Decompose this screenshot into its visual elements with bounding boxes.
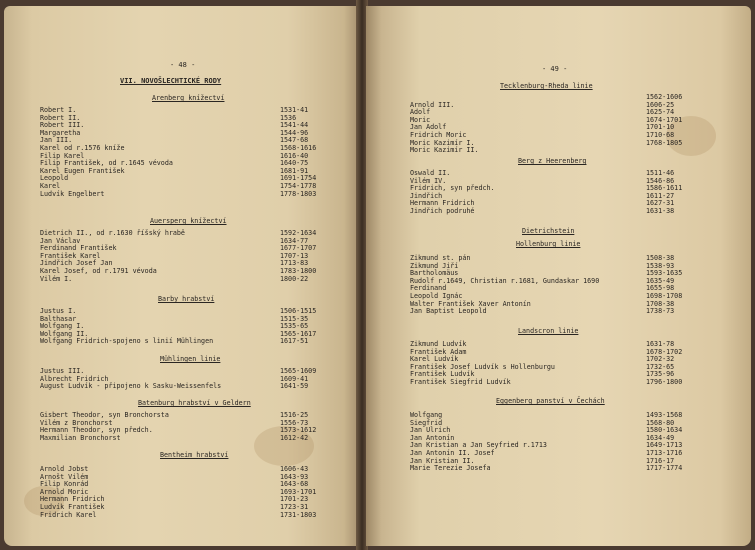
entry-name: Jan Antonín <box>410 433 455 442</box>
entry-years: 1701-10 <box>646 123 675 132</box>
entry-years: 1573-1612 <box>280 426 317 435</box>
entry-name: Justus I. <box>40 307 77 315</box>
entry-years: 1731-1803 <box>280 510 317 519</box>
entry-name: Dietrich II., od r.1630 říšský hrabě <box>40 229 185 237</box>
section-years <box>280 368 316 391</box>
entry-years: 1556-73 <box>280 418 309 427</box>
entry-name: Maxmilian Bronchorst <box>40 433 121 442</box>
entry-years: 1625-74 <box>646 108 675 117</box>
section-names <box>40 230 185 283</box>
entry-years: 1796-1800 <box>646 377 683 386</box>
entry-name: Balthasar <box>40 314 77 323</box>
page-number: - 49 - <box>542 65 568 73</box>
section-heading: Mühlingen linie <box>160 355 221 363</box>
entry-name: Justus III. <box>40 367 85 375</box>
entry-name: Leopold <box>40 174 69 183</box>
section-heading: Batenburg hrabství v Geldern <box>138 399 251 407</box>
entry-name: August Ludvík - připojeno k Sasku-Weissenfels <box>40 382 222 391</box>
entry-name: Karel Josef, od r.1791 vévoda <box>40 266 157 275</box>
entry-years: 1678-1702 <box>646 347 683 356</box>
section-names <box>40 368 221 391</box>
entry-years: 1655-98 <box>646 284 675 293</box>
entry-years: 1562-1606 <box>646 93 683 101</box>
section-names <box>410 255 599 316</box>
entry-name: Gisbert Theodor, syn Bronchorsta <box>40 411 169 419</box>
entry-years: 1586-1611 <box>646 184 683 193</box>
entry-years: 1506-1515 <box>280 307 317 315</box>
entry-years: 1723-31 <box>280 502 309 511</box>
entry-name: Oswald II. <box>410 169 451 177</box>
entry-name: Wolfgang II. <box>40 329 89 338</box>
entry-years: 1592-1634 <box>280 229 317 237</box>
entry-years: 1641-59 <box>280 382 309 391</box>
entry-years: 1702-32 <box>646 355 675 364</box>
section-heading: Hollenburg linie <box>516 240 581 248</box>
entry-years: 1643-93 <box>280 472 309 481</box>
entry-name: Vilém IV. <box>410 176 447 185</box>
entry-name: Walter František Xaver Antonín <box>410 299 531 308</box>
entry-years: 1580-1634 <box>646 426 683 435</box>
section-years <box>646 170 682 216</box>
entry-years: 1611-27 <box>646 191 675 200</box>
right-page <box>366 6 751 546</box>
entry-years: 1531-41 <box>280 106 309 114</box>
entry-years: 1713-83 <box>280 259 309 268</box>
entry-years: 1617-51 <box>280 337 309 346</box>
entry-years: 1544-96 <box>280 128 309 137</box>
section-heading: Barby hrabství <box>158 295 215 303</box>
entry-name: Siegfrid <box>410 418 443 427</box>
section-names <box>40 308 213 346</box>
entry-years: 1713-1716 <box>646 448 683 457</box>
chapter-title: VII. NOVOŠLECHTICKÉ RODY <box>120 77 222 85</box>
entry-years: 1535-65 <box>280 322 309 331</box>
entry-name: Hermann Fridrich <box>40 495 105 504</box>
entry-name: Robert I. <box>40 106 77 114</box>
entry-name: Fridrich Karel <box>40 510 97 519</box>
entry-name: Jan Kristian II. <box>410 456 475 465</box>
entry-name: Moric Kazimír II. <box>410 146 479 155</box>
entry-name: Adolf <box>410 108 431 117</box>
entry-years: 1547-68 <box>280 136 309 145</box>
entry-years: 1708-38 <box>646 299 675 308</box>
section-years <box>280 308 316 346</box>
entry-years: 1627-31 <box>646 199 675 208</box>
entry-name: Jindřich Josef Jan <box>40 259 113 268</box>
section-years <box>646 412 682 473</box>
entry-name: Arnošt Vilém <box>40 472 89 481</box>
entry-years: 1691-1754 <box>280 174 317 183</box>
entry-years: 1546-86 <box>646 176 675 185</box>
entry-name: Robert III. <box>40 121 85 130</box>
entry-years: 1735-96 <box>646 370 675 379</box>
entry-years: 1593-1635 <box>646 269 683 278</box>
entry-name: Ferdinand František <box>40 244 117 253</box>
entry-name: Wolfgang <box>410 411 443 419</box>
section-heading: Bentheim hrabství <box>160 451 229 459</box>
entry-name: František Karel <box>40 251 101 260</box>
entry-name: Moric Kazimír I. <box>410 138 475 147</box>
entry-name: Robert II. <box>40 113 81 122</box>
entry-years: 1606-25 <box>646 100 675 109</box>
section-names <box>410 341 555 387</box>
entry-name: Jan Baptist Leopold <box>410 307 487 316</box>
entry-name: Ludvík František <box>40 502 105 511</box>
entry-name: František Adam <box>410 347 467 356</box>
entry-name: Jindřich podruhé <box>410 206 475 215</box>
entry-name: Zikmund st. pán <box>410 254 471 262</box>
entry-name: Leopold Ignác <box>410 291 463 300</box>
entry-name: Marie Terezie Josefa <box>410 464 491 473</box>
section-heading: Landscron linie <box>518 327 579 335</box>
entry-years: 1710-68 <box>646 130 675 139</box>
entry-years: 1568-1616 <box>280 143 317 152</box>
entry-years: 1616-40 <box>280 151 309 160</box>
entry-name: Vilém I. <box>40 274 73 283</box>
entry-name: Karel Eugen František <box>40 166 125 175</box>
entry-years: 1612-42 <box>280 433 309 442</box>
entry-years: 1754-1778 <box>280 181 317 190</box>
entry-name: Zikmund Ludvík <box>410 340 467 348</box>
page-number: - 48 - <box>170 61 196 69</box>
section-heading: Berg z Heerenberg <box>518 157 587 165</box>
entry-name: Fridrich Moric <box>410 130 467 139</box>
entry-name: Bartholomäus <box>410 269 459 278</box>
section-names <box>40 412 169 442</box>
entry-name: Hermann Theodor, syn předch. <box>40 426 153 435</box>
section-years <box>280 230 316 283</box>
entry-years: 1511-46 <box>646 169 675 177</box>
section-heading: Dietrichstein <box>522 227 575 235</box>
entry-years: 1649-1713 <box>646 441 683 450</box>
entry-name: Karel <box>40 181 61 190</box>
entry-years: 1732-65 <box>646 362 675 371</box>
entry-name: Jan Adolf <box>410 123 447 132</box>
entry-name: Arnold Jobst <box>40 465 89 473</box>
entry-years: 1738-73 <box>646 307 675 316</box>
entry-years: 1707-13 <box>280 251 309 260</box>
entry-years: 1698-1708 <box>646 291 683 300</box>
entry-name: Moric <box>410 115 431 124</box>
section-heading: Eggenberg panství v Čechách <box>496 397 605 405</box>
entry-name: Hermann Fridrich <box>410 199 475 208</box>
entry-name: Jan Václav <box>40 236 81 245</box>
entry-years: 1681-91 <box>280 166 309 175</box>
entry-years: 1516-25 <box>280 411 309 419</box>
entry-years <box>646 147 682 155</box>
entry-name: Wolfgang I. <box>40 322 85 331</box>
entry-years: 1643-68 <box>280 480 309 489</box>
entry-name: Ludvík Engelbert <box>40 189 105 198</box>
entry-years: 1635-49 <box>646 276 675 285</box>
entry-name: Filip Karel <box>40 151 85 160</box>
entry-years: 1631-38 <box>646 206 675 215</box>
entry-name: Vilém z Bronchorst <box>40 418 113 427</box>
section-years <box>280 466 316 519</box>
section-names <box>40 107 173 198</box>
entry-name: František Siegfrid Ludvík <box>410 377 511 386</box>
section-years <box>646 255 682 316</box>
entry-name: Karel od r.1576 kníže <box>40 143 125 152</box>
section-names <box>410 412 547 473</box>
entry-years: 1640-75 <box>280 159 309 168</box>
entry-name: Margaretha <box>40 128 81 137</box>
entry-years: 1693-1701 <box>280 487 317 496</box>
entry-years: 1631-78 <box>646 340 675 348</box>
entry-years: 1515-35 <box>280 314 309 323</box>
entry-years: 1536 <box>280 113 297 122</box>
entry-name: František Josef Ludvík s Hollenburgu <box>410 362 555 371</box>
entry-name: Albrecht Fridrich <box>40 374 109 383</box>
entry-years: 1768-1805 <box>646 138 683 147</box>
section-heading: Arenberg knížectví <box>152 94 225 102</box>
entry-name: Arnold III. <box>410 100 455 109</box>
entry-name: Rudolf r.1649, Christian r.1681, Gundaskar 1690 <box>410 276 600 285</box>
left-page <box>4 6 358 546</box>
entry-name: Jindřich <box>410 191 443 200</box>
entry-years: 1634-77 <box>280 236 309 245</box>
entry-years: 1493-1568 <box>646 411 683 419</box>
entry-years: 1508-38 <box>646 254 675 262</box>
section-years <box>646 341 682 387</box>
entry-years: 1538-93 <box>646 261 675 270</box>
section-heading: Auersperg knížectví <box>150 217 227 225</box>
entry-years: 1717-1774 <box>646 464 683 473</box>
entry-years: 1568-80 <box>646 418 675 427</box>
entry-name: Zikmund Jiří <box>410 261 459 270</box>
entry-years: 1783-1800 <box>280 266 317 275</box>
section-names <box>410 94 478 155</box>
entry-years: 1716-17 <box>646 456 675 465</box>
entry-years: 1634-49 <box>646 433 675 442</box>
entry-name: Ferdinand <box>410 284 447 293</box>
entry-name: Filip František, od r.1645 vévoda <box>40 159 173 168</box>
section-years <box>646 94 682 155</box>
entry-years: 1541-44 <box>280 121 309 130</box>
entry-name: Wolfgang Fridrich-spojeno s linií Mühlingen <box>40 337 214 346</box>
section-names <box>40 466 104 519</box>
entry-name: Jan III. <box>40 136 73 145</box>
entry-name: Jan Kristian a Jan Seyfried r.1713 <box>410 441 547 450</box>
section-years <box>280 107 316 198</box>
entry-years: 1565-1617 <box>280 329 317 338</box>
entry-name: Filip Konrád <box>40 480 89 489</box>
entry-years: 1565-1609 <box>280 367 317 375</box>
entry-years: 1701-23 <box>280 495 309 504</box>
entry-name: Jan Antonín II. Josef <box>410 448 495 457</box>
section-heading: Tecklenburg-Rheda linie <box>500 82 593 90</box>
section-years <box>280 412 316 442</box>
entry-name: Arnold Moric <box>40 487 89 496</box>
entry-years: 1606-43 <box>280 465 309 473</box>
section-names <box>410 170 495 216</box>
entry-name: Jan Ulrich <box>410 426 451 435</box>
entry-name: Fridrich, syn předch. <box>410 184 495 193</box>
entry-years: 1674-1701 <box>646 115 683 124</box>
entry-years: 1677-1707 <box>280 244 317 253</box>
entry-years: 1800-22 <box>280 274 309 283</box>
entry-name: Karel Ludvík <box>410 355 459 364</box>
entry-years: 1609-41 <box>280 374 309 383</box>
entry-name: František Ludvík <box>410 370 475 379</box>
entry-years: 1778-1803 <box>280 189 317 198</box>
